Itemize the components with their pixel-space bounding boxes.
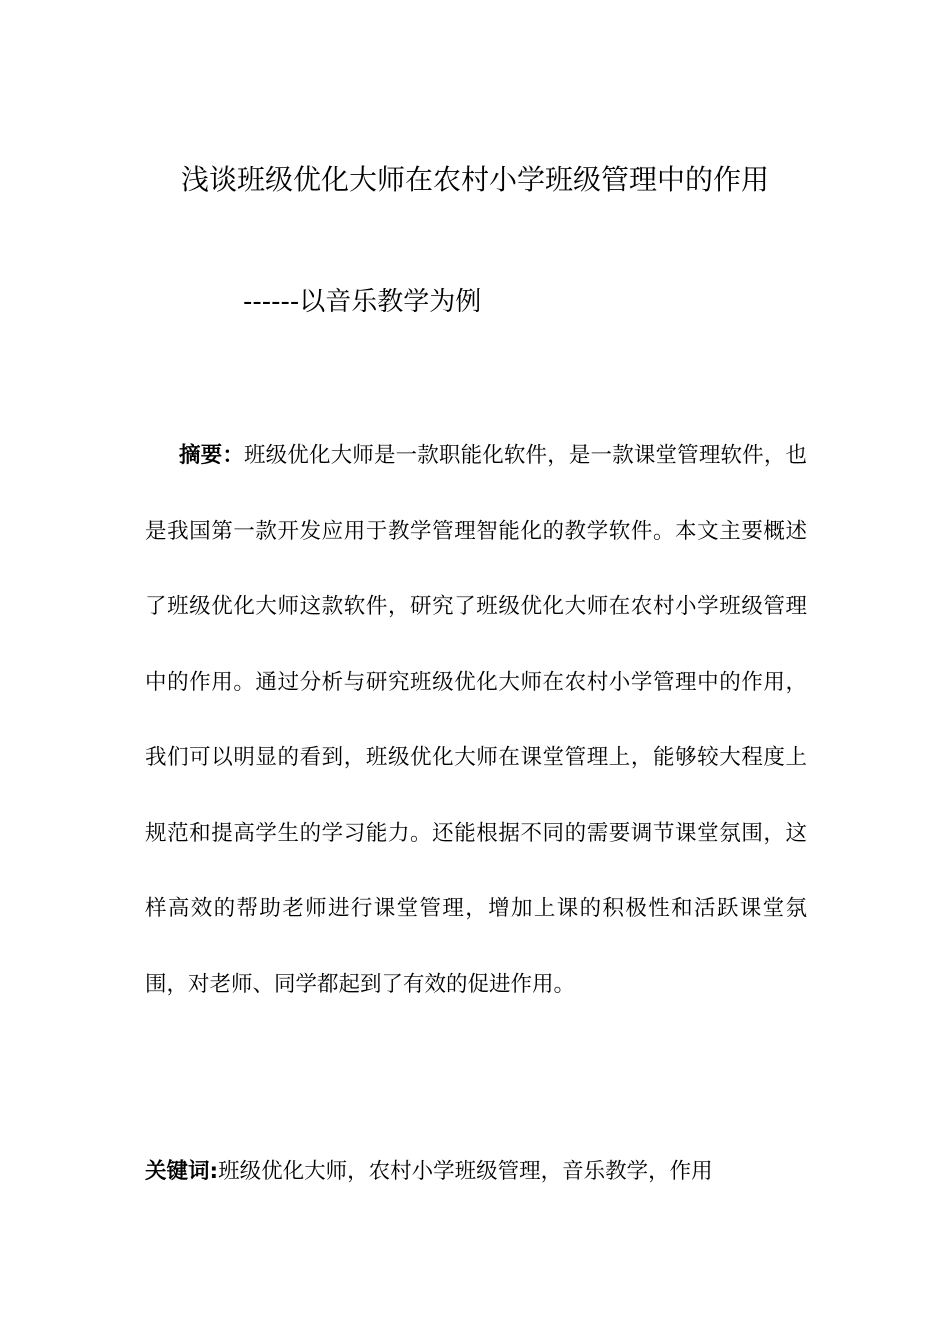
document-subtitle: ------以音乐教学为例 <box>243 287 482 317</box>
abstract-paragraph <box>145 418 807 1022</box>
keywords-line <box>145 1152 825 1192</box>
abstract-label: 摘要： <box>179 443 244 468</box>
keywords-label: 关键词: <box>145 1159 219 1184</box>
keywords-text: 班级优化大师，农村小学班级管理，音乐教学，作用 <box>218 1159 713 1184</box>
abstract-text: 班级优化大师是一款职能化软件，是一款课堂管理软件，也是我国第一款开发应用于教学管理智能化的教学软件。本文主要概述了班级优化大师这款软件，研究了班级优化大师在农村小学班级管理中的作用。通过分析与研究班级优化大师在农村小学管理中的作用，我们可以明显的看到，班级优化大师在课堂管理上，能够较大程度上规范和提高学生的学习能力。还能根据不同的需要调节课堂氛围，这样高效的帮助老师进行课堂管理，增加上课的积极性和活跃课堂氛围，对老师、同学都起到了有效的促进作用。 <box>145 443 807 997</box>
document-title: 浅谈班级优化大师在农村小学班级管理中的作用 <box>180 163 769 196</box>
